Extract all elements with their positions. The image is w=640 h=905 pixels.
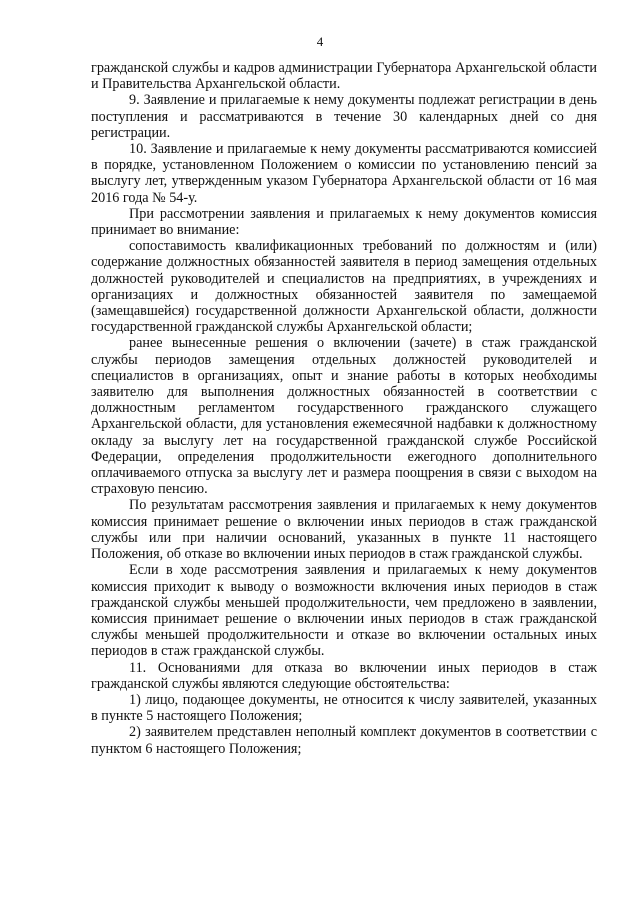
- paragraph-subitem-1: 1) лицо, подающее документы, не относится к числу заявителей, указанных в пункте 5 настоящего Положения;: [91, 691, 597, 725]
- paragraph-review-results: По результатам рассмотрения заявления и прилагаемых к нему документов комиссия принимает решение о включении иных периодов в стаж гражданской службы или при наличии оснований, указанных в пункте 11 настоящего Положения, об отказе во включении иных периодов в стаж гражданской службы.: [91, 497, 597, 563]
- paragraph-item-11: 11. Основаниями для отказа во включении иных периодов в стаж гражданской службы являются следующие обстоятельства:: [91, 659, 597, 692]
- paragraph-shorter-duration: Если в ходе рассмотрения заявления и прилагаемых к нему документов комиссия приходит к выводу о возможности включения иных периодов в стаж гражданской службы меньшей продолжительности, чем предложено в заявлении, комиссия принимает решение о включении иных периодов в стаж гражданской службы меньшей продолжительности и отказе во включении остальных иных периодов в стаж гражданской службы.: [91, 562, 597, 660]
- paragraph-review-intro: При рассмотрении заявления и прилагаемых к нему документов комиссия принимает во внимание:: [91, 205, 597, 239]
- paragraph-comparability: сопоставимость квалификационных требований по должностям и (или) содержание должностных обязанностей заявителя в период замещения отдельных должностей руководителей и специалистов на предприятиях, в учреждениях и организациях и должностных обязанностей заявителя по замещаемой (замещавшейся) государственной должности Архангельской области, должности государственной гражданской службы Архангельской области;: [91, 238, 597, 336]
- paragraph-continuation: гражданской службы и кадров администрации Губернатора Архангельской области и Правительства Архангельской области.: [91, 60, 597, 93]
- page-number: 4: [316, 34, 324, 49]
- paragraph-subitem-2: 2) заявителем представлен неполный комплект документов в соответствии с пунктом 6 настоящего Положения;: [91, 724, 597, 757]
- paragraph-item-9: 9. Заявление и прилагаемые к нему документы подлежат регистрации в день поступления и рассматриваются в течение 30 календарных дней со дня регистрации.: [91, 92, 597, 141]
- paragraph-previous-decisions: ранее вынесенные решения о включении (зачете) в стаж гражданской службы периодов замещения отдельных должностей руководителей и специалистов в организациях, опыт и знание работы в которых необходимы заявителю для выполнения должностных обязанностей в соответствии с должностным регламентом государственного гражданского служащего Архангельской области, для установления ежемесячной надбавки к должностному окладу за выслугу лет на государственной гражданской службе Российской Федерации, определения продолжительности ежегодного дополнительного оплачиваемого отпуска за выслугу лет и размера поощрения в связи с выходом на страховую пенсию.: [91, 335, 597, 498]
- document-body: [91, 60, 597, 757]
- paragraph-item-10: 10. Заявление и прилагаемые к нему документы рассматриваются комиссией в порядке, установленном Положением о комиссии по установлению пенсий за выслугу лет, утвержденным указом Губернатора Архангельской области от 16 мая 2016 года № 54-у.: [91, 141, 597, 206]
